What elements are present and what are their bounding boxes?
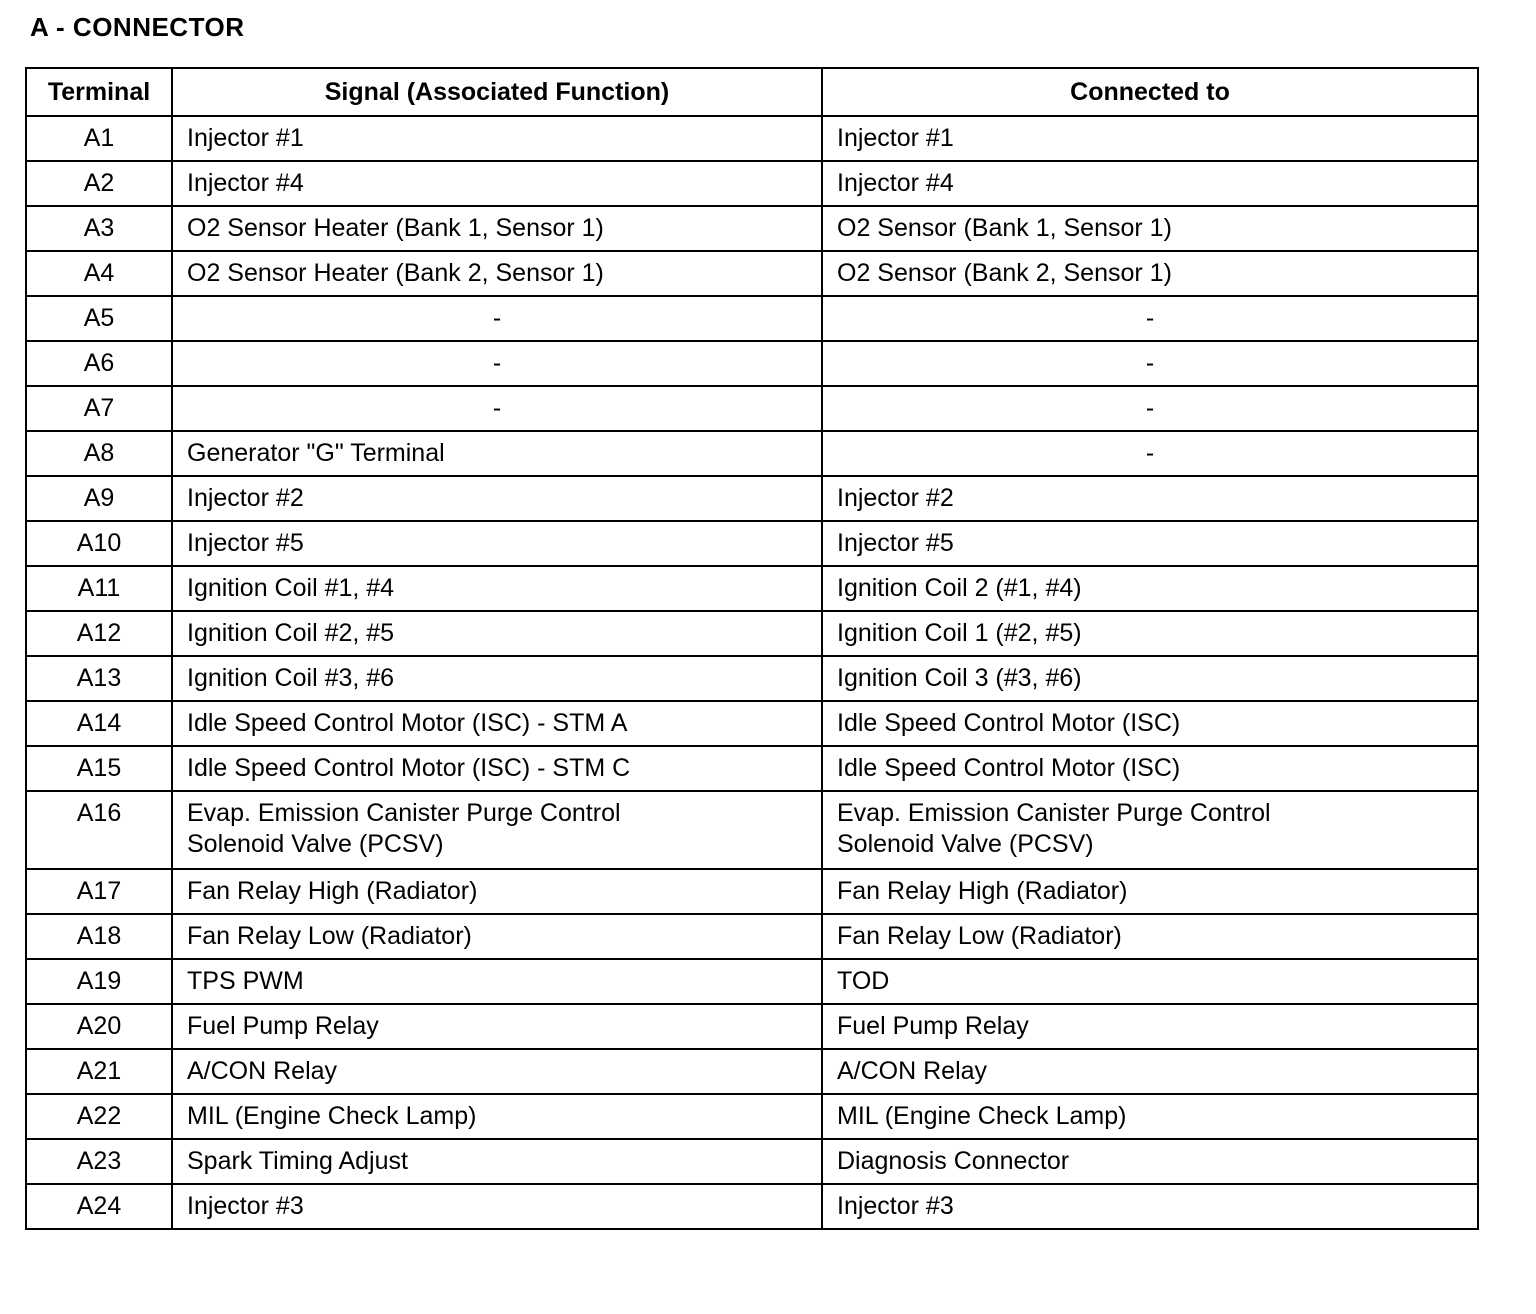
connected-cell: Injector #4 <box>822 161 1478 206</box>
table-row <box>26 341 1478 386</box>
connected-cell: Fan Relay Low (Radiator) <box>822 914 1478 959</box>
connected-cell: - <box>822 296 1478 341</box>
connected-cell: Injector #1 <box>822 116 1478 161</box>
table-row <box>26 791 1478 869</box>
signal-cell: Generator "G" Terminal <box>172 431 822 476</box>
terminal-cell: A2 <box>26 161 172 206</box>
connected-cell: O2 Sensor (Bank 1, Sensor 1) <box>822 206 1478 251</box>
connected-cell: - <box>822 431 1478 476</box>
table-row <box>26 251 1478 296</box>
table-row <box>26 476 1478 521</box>
terminal-cell: A11 <box>26 566 172 611</box>
terminal-cell: A3 <box>26 206 172 251</box>
terminal-cell: A17 <box>26 869 172 914</box>
signal-cell: Injector #3 <box>172 1184 822 1229</box>
signal-cell: TPS PWM <box>172 959 822 1004</box>
table-row <box>26 1139 1478 1184</box>
connected-cell: - <box>822 386 1478 431</box>
table-row <box>26 161 1478 206</box>
terminal-cell: A4 <box>26 251 172 296</box>
terminal-cell: A5 <box>26 296 172 341</box>
connected-cell: Injector #2 <box>822 476 1478 521</box>
connected-cell: O2 Sensor (Bank 2, Sensor 1) <box>822 251 1478 296</box>
connected-cell: Idle Speed Control Motor (ISC) <box>822 701 1478 746</box>
table-row <box>26 701 1478 746</box>
column-header-connected: Connected to <box>822 68 1478 116</box>
terminal-cell: A23 <box>26 1139 172 1184</box>
terminal-cell: A21 <box>26 1049 172 1094</box>
table-row <box>26 914 1478 959</box>
signal-cell: Injector #1 <box>172 116 822 161</box>
table-row <box>26 386 1478 431</box>
table-row <box>26 611 1478 656</box>
table-header-row <box>26 68 1478 116</box>
signal-cell: Fan Relay High (Radiator) <box>172 869 822 914</box>
connected-cell: Evap. Emission Canister Purge Control Solenoid Valve (PCSV) <box>822 791 1478 869</box>
signal-cell: Ignition Coil #2, #5 <box>172 611 822 656</box>
terminal-cell: A19 <box>26 959 172 1004</box>
connected-cell: Injector #5 <box>822 521 1478 566</box>
signal-cell: Evap. Emission Canister Purge Control Solenoid Valve (PCSV) <box>172 791 822 869</box>
table-row <box>26 746 1478 791</box>
column-header-signal: Signal (Associated Function) <box>172 68 822 116</box>
table-row <box>26 1004 1478 1049</box>
terminal-cell: A13 <box>26 656 172 701</box>
terminal-cell: A9 <box>26 476 172 521</box>
signal-cell: Fan Relay Low (Radiator) <box>172 914 822 959</box>
table-row <box>26 296 1478 341</box>
signal-cell: O2 Sensor Heater (Bank 1, Sensor 1) <box>172 206 822 251</box>
signal-cell: A/CON Relay <box>172 1049 822 1094</box>
table-row <box>26 431 1478 476</box>
connected-cell: Fan Relay High (Radiator) <box>822 869 1478 914</box>
table-body <box>26 116 1478 1229</box>
connected-cell: A/CON Relay <box>822 1049 1478 1094</box>
connected-cell: Ignition Coil 1 (#2, #5) <box>822 611 1478 656</box>
table-row <box>26 116 1478 161</box>
page-title: A - CONNECTOR <box>30 12 245 42</box>
table-row <box>26 206 1478 251</box>
table-row <box>26 656 1478 701</box>
table-row <box>26 1049 1478 1094</box>
terminal-cell: A14 <box>26 701 172 746</box>
table-row <box>26 566 1478 611</box>
signal-cell: Injector #5 <box>172 521 822 566</box>
signal-cell: Ignition Coil #3, #6 <box>172 656 822 701</box>
connected-cell: - <box>822 341 1478 386</box>
terminal-cell: A12 <box>26 611 172 656</box>
signal-cell: Fuel Pump Relay <box>172 1004 822 1049</box>
connected-cell: TOD <box>822 959 1478 1004</box>
terminal-cell: A6 <box>26 341 172 386</box>
signal-cell: Idle Speed Control Motor (ISC) - STM C <box>172 746 822 791</box>
table-row <box>26 1094 1478 1139</box>
terminal-cell: A1 <box>26 116 172 161</box>
signal-cell: Injector #2 <box>172 476 822 521</box>
terminal-cell: A10 <box>26 521 172 566</box>
terminal-cell: A16 <box>26 791 172 869</box>
table-row <box>26 959 1478 1004</box>
signal-cell: MIL (Engine Check Lamp) <box>172 1094 822 1139</box>
connected-cell: Ignition Coil 3 (#3, #6) <box>822 656 1478 701</box>
signal-cell: Injector #4 <box>172 161 822 206</box>
terminal-cell: A7 <box>26 386 172 431</box>
column-header-terminal: Terminal <box>26 68 172 116</box>
connected-cell: Idle Speed Control Motor (ISC) <box>822 746 1478 791</box>
connected-cell: Ignition Coil 2 (#1, #4) <box>822 566 1478 611</box>
terminal-cell: A24 <box>26 1184 172 1229</box>
signal-cell: - <box>172 296 822 341</box>
terminal-cell: A8 <box>26 431 172 476</box>
terminal-cell: A20 <box>26 1004 172 1049</box>
signal-cell: - <box>172 386 822 431</box>
table-row <box>26 869 1478 914</box>
signal-cell: O2 Sensor Heater (Bank 2, Sensor 1) <box>172 251 822 296</box>
signal-cell: Ignition Coil #1, #4 <box>172 566 822 611</box>
terminal-cell: A18 <box>26 914 172 959</box>
connected-cell: MIL (Engine Check Lamp) <box>822 1094 1478 1139</box>
signal-cell: Spark Timing Adjust <box>172 1139 822 1184</box>
table-row <box>26 1184 1478 1229</box>
terminal-cell: A15 <box>26 746 172 791</box>
table-row <box>26 521 1478 566</box>
signal-cell: - <box>172 341 822 386</box>
terminal-cell: A22 <box>26 1094 172 1139</box>
connector-pin-table <box>25 67 1479 1230</box>
connected-cell: Injector #3 <box>822 1184 1478 1229</box>
connected-cell: Diagnosis Connector <box>822 1139 1478 1184</box>
signal-cell: Idle Speed Control Motor (ISC) - STM A <box>172 701 822 746</box>
connected-cell: Fuel Pump Relay <box>822 1004 1478 1049</box>
